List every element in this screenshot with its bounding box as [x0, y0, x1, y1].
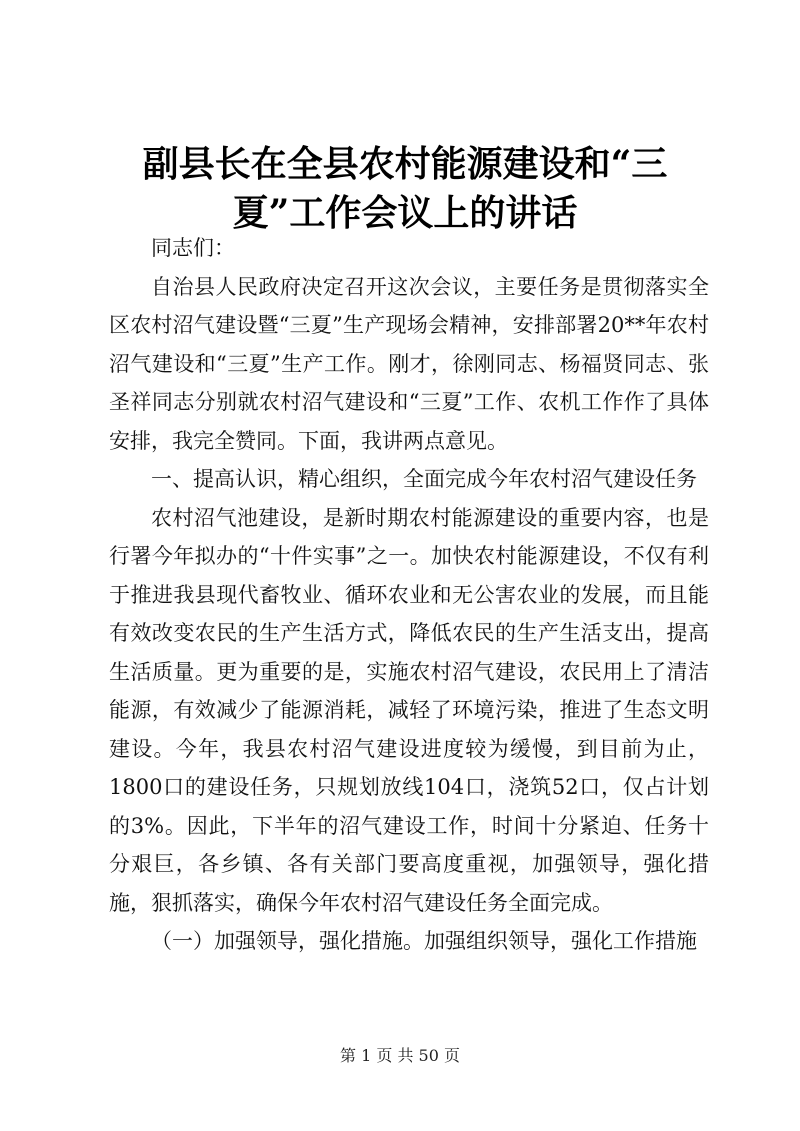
body-paragraph: 农村沼气池建设，是新时期农村能源建设的重要内容，也是行署今年拟办的“十件实事”之一。加快农村能源建设，不仅有利于推进我县现代畜牧业、循环农业和无公害农业的发展，而且能有效改变农民的生产生活方式，降低农民的生产生活支出，提高生活质量。更为重要的是，实施农村沼气建设，农民用上了清洁能源，有效减少了能源消耗，减轻了环境污染，推进了生态文明建设。今年，我县农村沼气建设进度较为缓慢，到目前为止，1800口的建设任务，只规划放线104口，浇筑52口，仅占计划的3%。因此，下半年的沼气建设工作，时间十分紧迫、任务十分艰巨，各乡镇、各有关部门要高度重视，加强领导，强化措施，狠抓落实，确保今年农村沼气建设任务全面完成。 [109, 505, 710, 915]
subsection-paragraph: （一）加强领导，强化措施。加强组织领导，强化工作措施 [151, 929, 697, 953]
document-body [109, 229, 709, 961]
intro-paragraph: 自治县人民政府决定召开这次会议，主要任务是贯彻落实全区农村沼气建设暨“三夏”生产现场会精神，安排部署20**年农村沼气建设和“三夏”生产工作。刚才，徐刚同志、杨福贤同志、张圣祥同志分别就农村沼气建设和“三夏”工作、农机工作作了具体安排，我完全赞同。下面，我讲两点意见。 [109, 274, 709, 453]
page-footer: 第 1 页 共 50 页 [340, 1046, 460, 1065]
section-heading-paragraph: 一、提高认识，精心组织，全面完成今年农村沼气建设任务 [151, 467, 697, 491]
document-title: 副县长在全县农村能源建设和“三夏”工作会议上的讲话 [142, 143, 668, 234]
salutation-paragraph: 同志们： [151, 236, 235, 260]
